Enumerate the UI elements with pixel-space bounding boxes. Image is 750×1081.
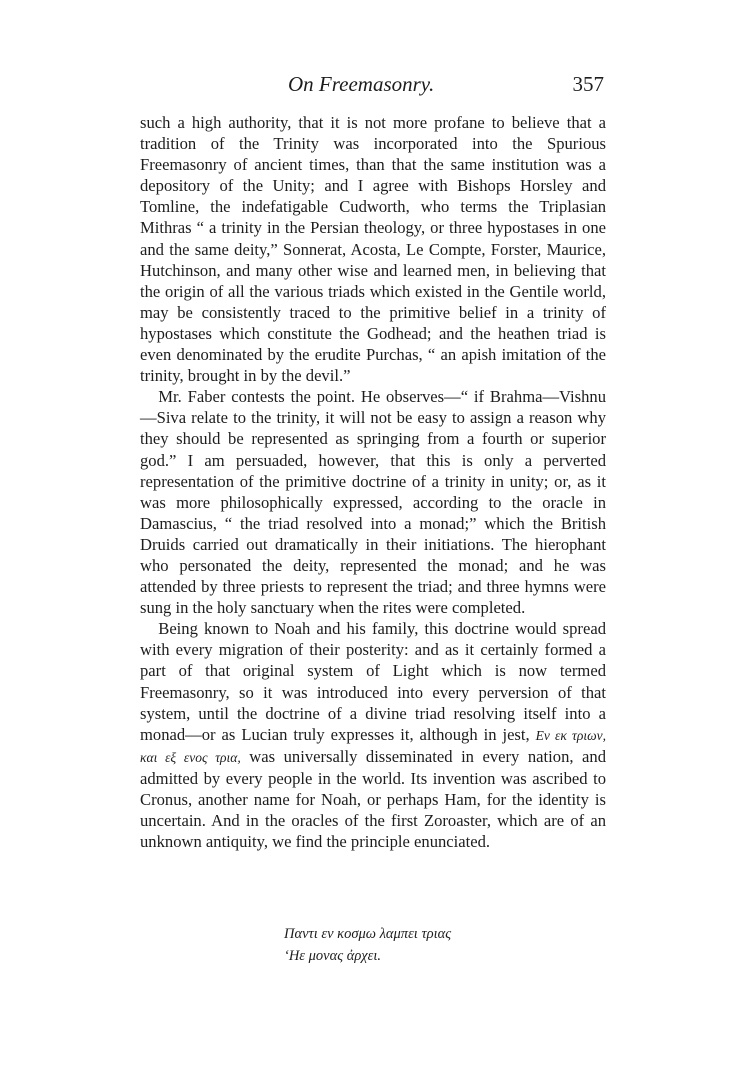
page-number: 357: [572, 72, 604, 96]
greek-verse: [284, 923, 451, 967]
page-header: [140, 72, 604, 102]
body-text: [140, 112, 606, 852]
paragraph-3: [140, 618, 606, 852]
greek-quotation-inline: Εν εκ τριων, και εξ ενος τρια,: [140, 727, 607, 765]
paragraph-3-text-before: Being known to Noah and his family, this doctrine would spread with every migration of their posterity: and as it certainly formed a part of that original system of Light which is now termed Freemasonry, so it was introduced into every perversion of that system, until the doctrine of a divine triad resolving itself into a monad—or as Lucian truly expresses it, although in jest,: [140, 619, 606, 744]
paragraph-3-text-after: was universally disseminated in every nation, and admitted by every people in the world. Its invention was ascribed to Cronus, another name for Noah, or perhaps Ham, for the identity is uncertain. And in the oracles of the first Zoroaster, which are of an unknown antiquity, we find the principle enunciated.: [140, 746, 607, 852]
running-title: On Freemasonry.: [288, 72, 435, 96]
paragraph-2: Mr. Faber contests the point. He observes—“ if Brahma—Vishnu—Siva relate to the trinity, it will not be easy to assign a reason why they should be represented as springing from a fourth or superior god.” I am persuaded, however, that this is only a perverted representation of the primitive doctrine of a trinity in unity; or, as it was more philosophically expressed, according to the oracle in Damascius, “ the triad resolved into a monad;” which the British Druids carried out dramatically in their initiations. The hierophant who personated the deity, represented the monad; and he was attended by three priests to represent the triad; and three hymns were sung in the holy sanctuary when the rites were completed.: [140, 387, 606, 618]
verse-line-1: Παντι εν κοσμω λαμπει τριας: [284, 926, 452, 942]
verse-line-2: ‘Ηε μονας ἀρχει.: [284, 948, 382, 964]
paragraph-1: such a high authority, that it is not more profane to believe that a tradition of the Trinity was incorporated into the Spurious Freemasonry of ancient times, than that the same institution was a depository of the Unity; and I agree with Bishops Horsley and Tomline, the indefatigable Cudworth, who terms the Triplasian Mithras “ a trinity in the Persian theology, or three hypostases in one and the same deity,” Sonnerat, Acosta, Le Compte, Forster, Maurice, Hutchinson, and many other wise and learned men, in believing that the origin of all the various triads which existed in the Gentile world, may be consistently traced to the primitive belief in a trinity of hypostases which constitute the Godhead; and the heathen triad is even denominated by the erudite Purchas, “ an apish imitation of the trinity, brought in by the devil.”: [140, 113, 606, 386]
